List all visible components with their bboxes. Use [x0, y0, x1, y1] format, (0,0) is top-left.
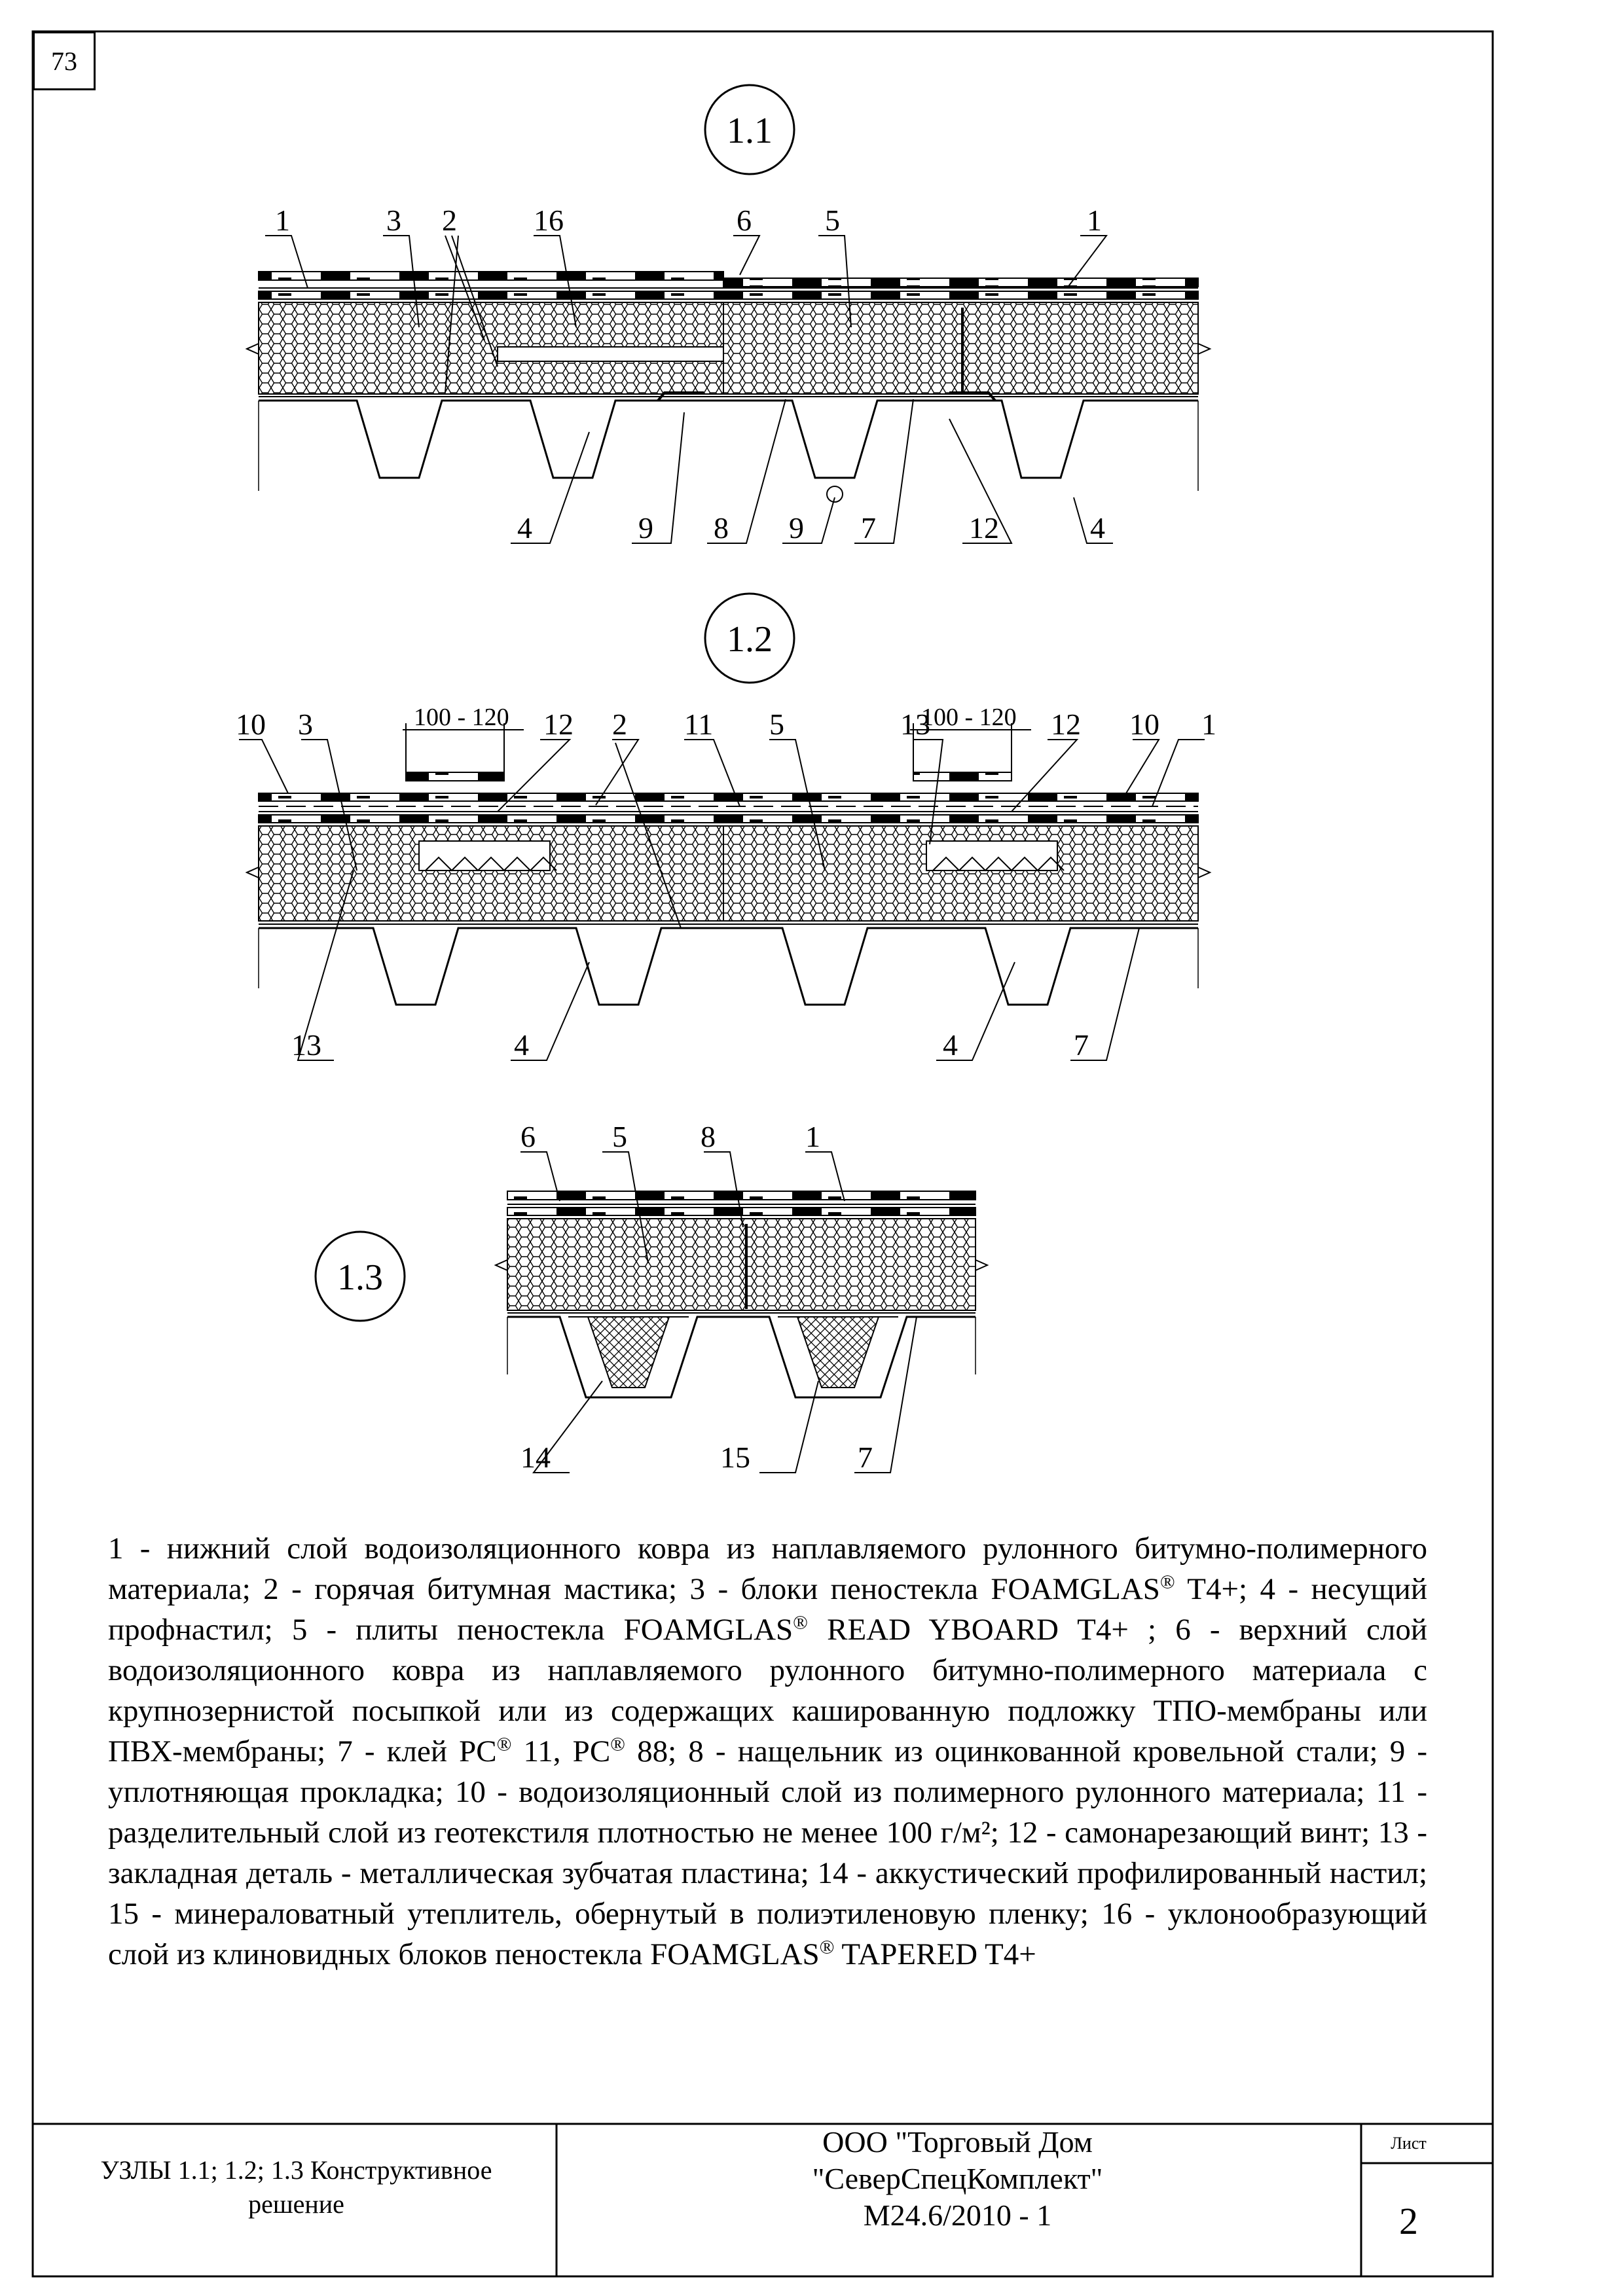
label: 6	[737, 204, 752, 237]
label: 2	[442, 204, 457, 237]
dimension-label: 100 - 120	[414, 704, 509, 731]
label: 1	[1087, 204, 1102, 237]
page-number: 73	[33, 31, 96, 90]
label: 10	[236, 708, 266, 741]
label: 13	[291, 1028, 321, 1062]
reg-mark: ®	[496, 1733, 512, 1755]
detail-1-1	[247, 85, 1210, 545]
foamglas-layer	[259, 826, 1198, 921]
label: 1	[275, 204, 290, 237]
doc-code: М24.6/2010 - 1	[863, 2198, 1052, 2232]
detail-1-3-title: 1.3	[337, 1257, 383, 1298]
label: 3	[298, 708, 313, 741]
label: 7	[861, 511, 876, 545]
reg-mark: ®	[610, 1733, 625, 1755]
label: 7	[1074, 1028, 1089, 1062]
label: 4	[943, 1028, 958, 1062]
label: 4	[514, 1028, 529, 1062]
label: 2	[612, 708, 627, 741]
label: 5	[825, 204, 840, 237]
label: 9	[789, 511, 804, 545]
label: 15	[720, 1441, 750, 1474]
dimension-label: 100 - 120	[921, 704, 1017, 731]
legend-text: 1 - нижний слой водоизоляционного ковра из наплавляемого рулонного битумно-полимерного материала; 2 - горячая битумная мастика; 3 - блоки пеностекла FOAMGLAS	[108, 1532, 1427, 1606]
label: 3	[386, 204, 401, 237]
foamglas-layer	[259, 302, 1198, 394]
legend-text: T4+; 4 - несущий профнастил; 5 - плиты пеностекла FOAMGLAS	[108, 1572, 1427, 1647]
legend-text: 88; 8 - нащельник из оцинкованной кровельной стали; 9 - уплотняющая прокладка; 10 - водоизоляционный слой из полимерного рулонного материала; 11 - разделительный слой из геотекстиля плотностью не менее 100 г/м²; 12 - самонарезающий винт; 13 - закладная деталь - металлическая зубчатая пластина; 14 - аккустический профилированный настил; 15 - минераловатный утеплитель, обернутый в полиэтиленовую пленку; 16 - уклонообразующий слой из клиновидных блоков пеностекла FOAMGLAS	[108, 1734, 1428, 1971]
detail-1-1-title: 1.1	[727, 111, 773, 151]
label: 12	[1051, 708, 1081, 741]
detail-1-3	[316, 1120, 987, 1474]
label: 14	[520, 1441, 551, 1474]
legend	[108, 1528, 1427, 1975]
title-block-name	[36, 2153, 556, 2221]
legend-text: READ YBOARD T4+ ; 6 - верхний слой водоизоляционного ковра из наплавляемого рулонного битумно-полимерного материала с крупнозернистой посыпкой или из содержащих кашированную подложку ТПО-мембраны или ПВХ-мембраны; 7 - клей PC	[108, 1613, 1427, 1768]
label: 8	[701, 1120, 716, 1153]
label: 5	[612, 1120, 627, 1153]
label: 10	[1129, 708, 1159, 741]
label: 7	[858, 1441, 873, 1474]
label: 6	[520, 1120, 536, 1153]
label: 16	[534, 204, 564, 237]
detail-1-2-title: 1.2	[727, 619, 773, 660]
label: 9	[638, 511, 653, 545]
title-block-company	[556, 2124, 1359, 2234]
reg-mark: ®	[819, 1936, 835, 1958]
company-line: "СеверСпецКомплект"	[812, 2162, 1103, 2195]
sheet-label: Лист	[1391, 2134, 1427, 2153]
label: 8	[714, 511, 729, 545]
label: 13	[900, 708, 930, 741]
company-line: ООО "Торговый Дом	[822, 2125, 1093, 2159]
label: 1	[805, 1120, 820, 1153]
label: 4	[1090, 511, 1105, 545]
label: 5	[769, 708, 784, 741]
label: 12	[543, 708, 574, 741]
reg-mark: ®	[793, 1611, 808, 1634]
tapered-layer	[498, 347, 723, 361]
sheet-number: 2	[1399, 2200, 1418, 2242]
label: 1	[1201, 708, 1216, 741]
label: 12	[969, 511, 999, 545]
reg-mark: ®	[1159, 1571, 1175, 1593]
detail-1-2	[236, 594, 1216, 1062]
legend-text: 11, PC	[511, 1734, 611, 1768]
label: 11	[684, 708, 714, 741]
title-block-line: решение	[248, 2189, 344, 2219]
title-block-line: УЗЛЫ 1.1; 1.2; 1.3 Конструктивное	[100, 2155, 492, 2185]
foamglas-layer	[507, 1219, 976, 1310]
legend-text: TAPERED T4+	[834, 1937, 1036, 1971]
label: 4	[517, 511, 532, 545]
